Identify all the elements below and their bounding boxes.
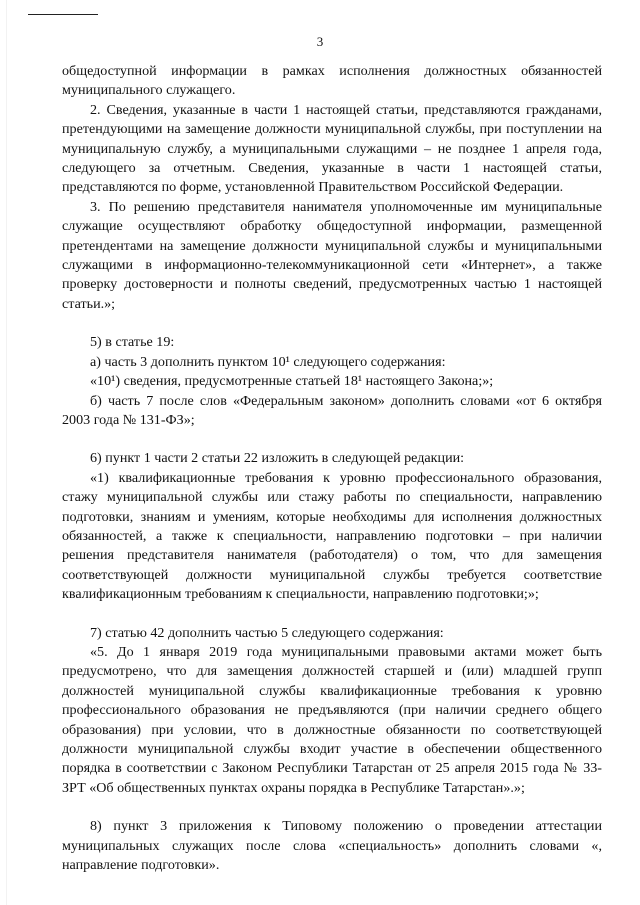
scan-edge bbox=[6, 0, 7, 905]
item-5-heading: 5) в статье 19: bbox=[90, 334, 175, 351]
item-5b: б) часть 7 после слов «Федеральным законом» дополнить словами «от 6 октября 2003 года № 131-ФЗ»; bbox=[62, 392, 602, 428]
item-5a: а) часть 3 дополнить пунктом 10¹ следующего содержания: bbox=[90, 353, 446, 370]
item-7-text: «5. До 1 января 2019 года муниципальными правовыми актами может быть предусмотрено, что для замещения должностей старшей и (или) младшей групп должностей муниципальной службы квалификационные требования к уровню профессионального образования не предъявляются (при наличии среднего общего образования) при условии, что в должностные обязанности по соответствующей должности муниципальной службы входит участие в обеспечении общественного порядка в соответствии с Законом Республики Татарстан от 25 апреля 2015 года № 33-ЗРТ «Об общественных пунктах охраны порядка в Республике Татарстан».»; bbox=[62, 643, 602, 796]
item-5a-text: «10¹) сведения, предусмотренные статьей 18¹ настоящего Закона;»; bbox=[90, 373, 494, 390]
page-number: 3 bbox=[316, 34, 324, 49]
item-6-heading: 6) пункт 1 части 2 статьи 22 изложить в следующей редакции: bbox=[90, 450, 465, 467]
item-7-heading: 7) статью 42 дополнить частью 5 следующего содержания: bbox=[90, 624, 444, 641]
paragraph-part-2: 2. Сведения, указанные в части 1 настоящей статьи, представляются гражданами, претендующими на замещение должности муниципальной службы, при поступлении на муниципальную службу, а муниципальными служащими – не позднее 1 апреля года, следующего за отчетным. Сведения, указанные в части 1 настоящей статьи, представляются по форме, установленной Правительством Российской Федерации. bbox=[62, 101, 602, 196]
spacer bbox=[62, 430, 602, 449]
spacer bbox=[62, 605, 602, 624]
spacer bbox=[62, 314, 602, 333]
paragraph-part-3: 3. По решению представителя нанимателя уполномоченные им муниципальные служащие осуществляют обработку общедоступной информации, размещенной претендентами на замещение должности муниципальной службы и муниципальными служащими в информационно-телекоммуникационной сети «Интернет», а также проверку достоверности и полноты сведений, предусмотренных частью 1 настоящей статьи.»; bbox=[62, 198, 602, 312]
item-6-text: «1) квалификационные требования к уровню профессионального образования, стажу муниципальной службы или стажу работы по специальности, направлению подготовки, знаниям и умениям, которые необходимы для исполнения должностных обязанностей, а также к специальности, направлению подготовки – при наличии решения представителя нанимателя (работодателя) о том, что для замещения соответствующей должности муниципальной службы требуется соответствие квалификационным требованиям к специальности, направлению подготовки;»; bbox=[62, 469, 602, 603]
header-rule bbox=[28, 14, 98, 15]
document-body bbox=[62, 62, 602, 875]
item-8: 8) пункт 3 приложения к Типовому положению о проведении аттестации муниципальных служащих после слова «специальность» дополнить словами «, направление подготовки». bbox=[62, 818, 602, 874]
paragraph-continuation: общедоступной информации в рамках исполнения должностных обязанностей муниципального служащего. bbox=[62, 63, 602, 99]
spacer bbox=[62, 798, 602, 817]
